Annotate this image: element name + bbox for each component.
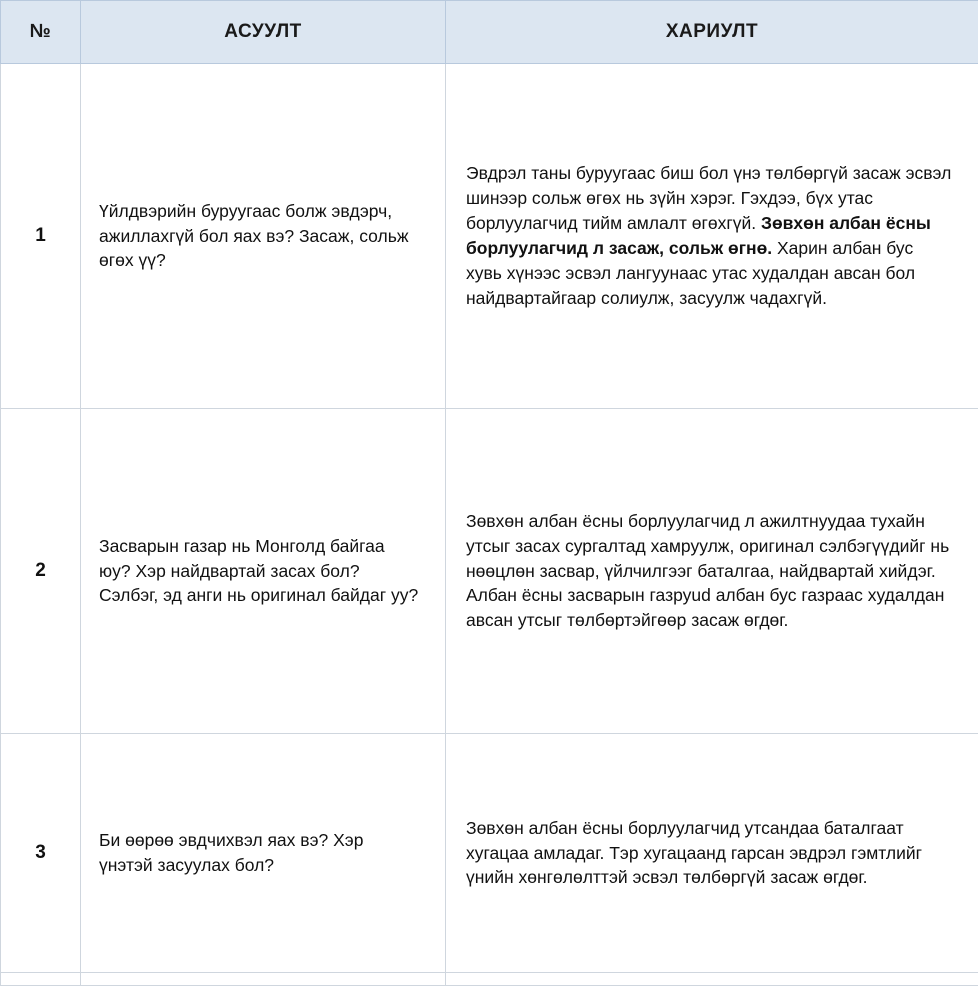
row-number: 1 — [1, 64, 81, 409]
row-answer: Зөвхөн албан ёсны борлуулагчид л ажилтнуудаа тухайн утсыг засах сургалтад хамруулж, оригинал сэлбэгүүдийг нь нөөцлөн засвар, үйлчилгээг баталгаа, найдвартай хийдэг. Албан ёсны засварын газруud албан бус газраас худалдан авсан утсыг төлбөртэйгөөр засаж өгдөг. — [446, 409, 978, 734]
row-question-empty — [81, 973, 446, 986]
row-answer: Зөвхөн албан ёсны борлуулагчид утсандаа баталгаат хугацаа амладаг. Тэр хугацаанд гарсан эвдрэл гэмтлийг үнийн хөнгөлөлттэй эсвэл төлбөргүй засаж өгдөг. — [446, 734, 978, 973]
column-header-question: АСУУЛТ — [81, 1, 446, 64]
column-header-number: № — [1, 1, 81, 64]
row-answer: Эвдрэл таны буруугаас биш бол үнэ төлбөргүй засаж эсвэл шинээр сольж өгөх нь зүйн хэрэг. Гэхдээ, бүх утас борлуулагчид тийм амлалт өгөхгүй. Зөвхөн албан ёсны борлуулагчид л засаж, сольж өгнө. Харин албан бус хувь хүнээс эсвэл лангуунаас утас худалдан авсан бол найдвартайгаар солиулж, засуулж чадахгүй. — [446, 64, 978, 409]
row-number: 3 — [1, 734, 81, 973]
table-row-partial — [1, 973, 978, 986]
table-header — [1, 1, 978, 64]
table-row — [1, 409, 978, 734]
table-header-row — [1, 1, 978, 64]
row-number: 2 — [1, 409, 81, 734]
column-header-answer: ХАРИУЛТ — [446, 1, 978, 64]
table-row — [1, 734, 978, 973]
row-number-empty — [1, 973, 81, 986]
row-answer-empty — [446, 973, 978, 986]
row-question: Засварын газар нь Монголд байгаа юу? Хэр найдвартай засах бол? Сэлбэг, эд анги нь оригинал байдаг уу? — [81, 409, 446, 734]
row-question: Би өөрөө эвдчихвэл яах вэ? Хэр үнэтэй засуулах бол? — [81, 734, 446, 973]
row-question: Үйлдвэрийн буруугаас болж эвдэрч, ажиллахгүй бол яах вэ? Засаж, сольж өгөх үү? — [81, 64, 446, 409]
table-body — [1, 64, 978, 986]
table-row — [1, 64, 978, 409]
